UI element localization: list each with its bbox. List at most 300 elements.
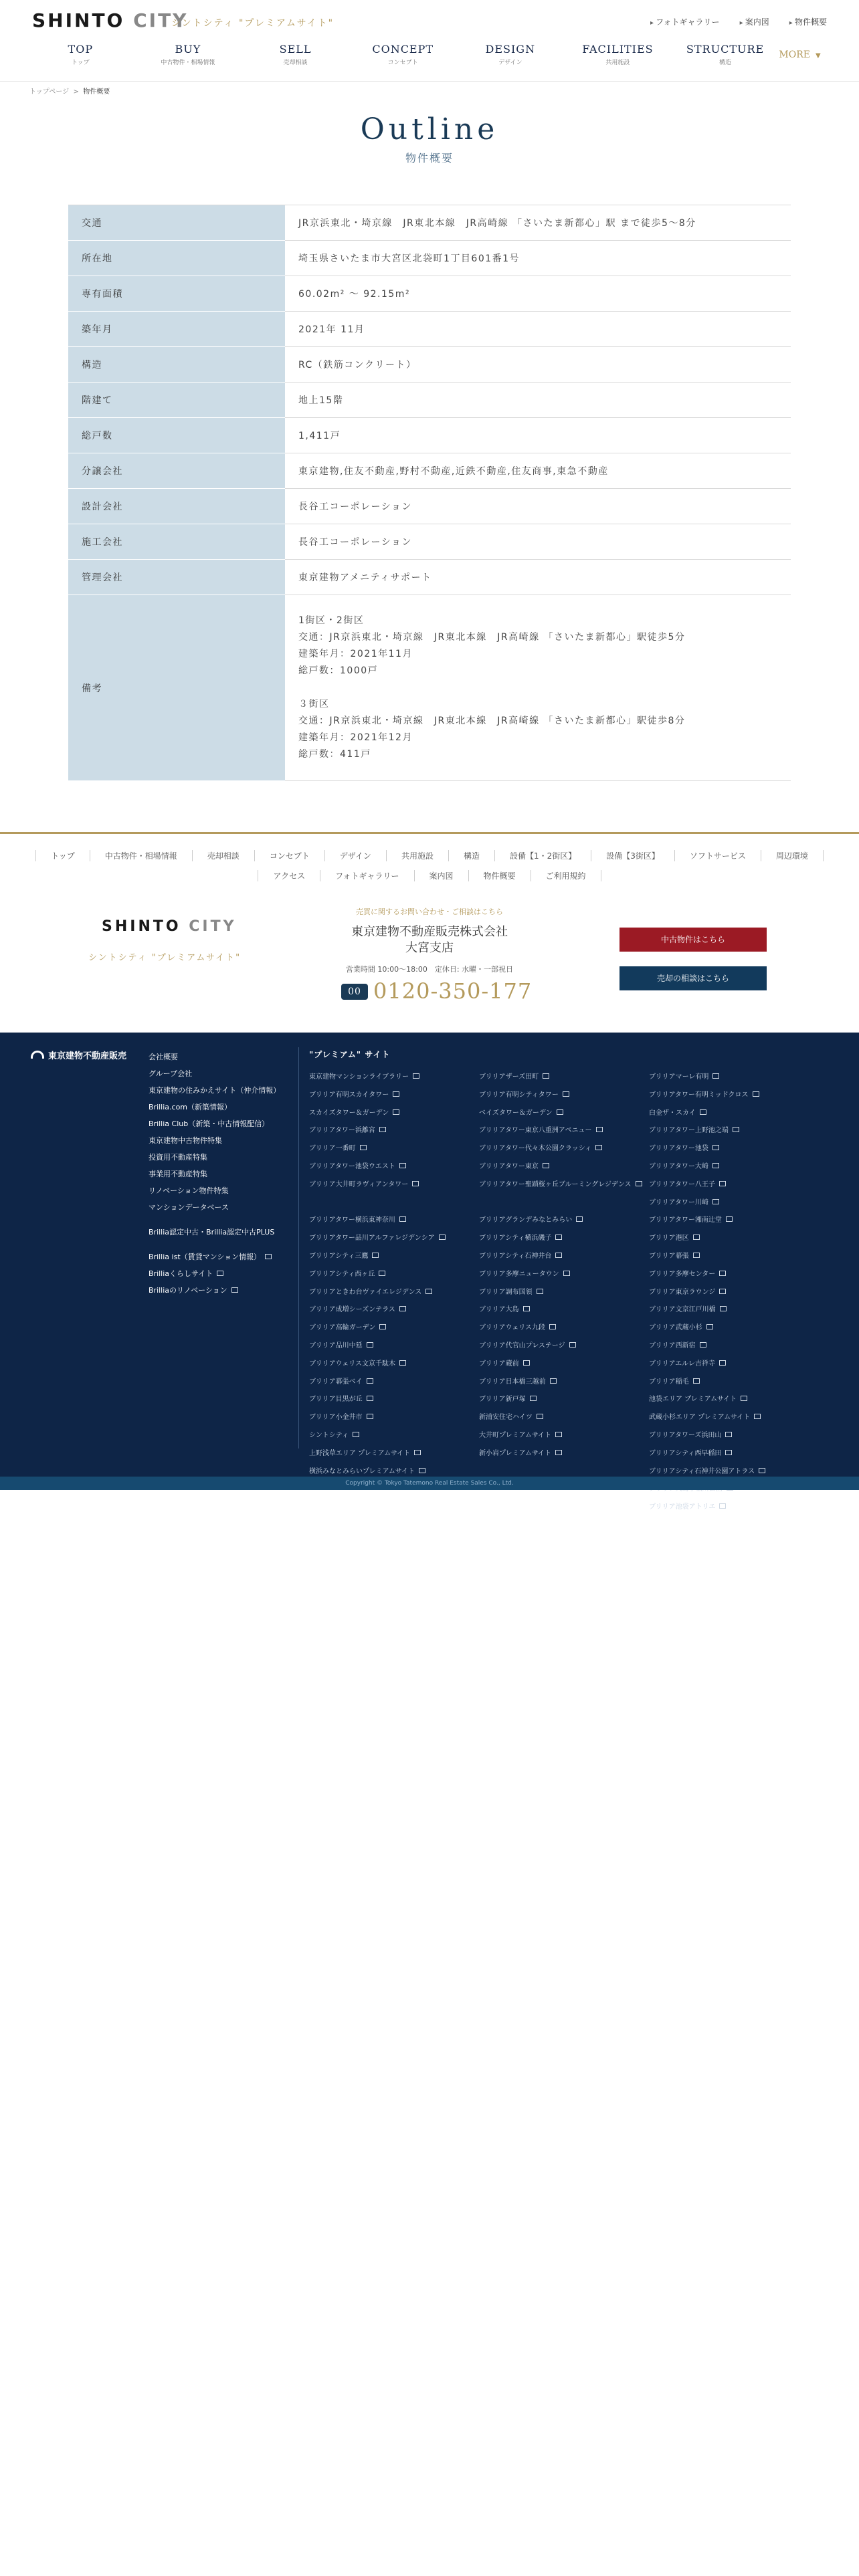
external-link-icon — [719, 1360, 726, 1366]
premium-site-link[interactable] — [479, 1140, 646, 1158]
external-link-icon — [414, 1450, 421, 1455]
premium-site-link[interactable] — [309, 1212, 446, 1230]
premium-site-label: ブリリア東京ラウンジ — [649, 1288, 716, 1296]
premium-site-label: ブリリアシティ石神井公園アトラス — [649, 1467, 755, 1475]
nav-sell-ja: 売却相談 — [283, 60, 308, 66]
corporate-links — [149, 1049, 280, 1299]
nav-design[interactable] — [457, 43, 565, 66]
corporate-link[interactable] — [149, 1049, 280, 1065]
outline-row — [68, 560, 791, 595]
contact-hours: 営業時間 10:00〜18:00 定休日: 水曜・一部祝日 — [345, 965, 514, 974]
premium-site-label: ブリリア蔵前 — [479, 1360, 519, 1368]
corporate-link-label: 投資用不動産特集 — [149, 1153, 207, 1162]
external-link-icon — [367, 1414, 373, 1419]
premium-site-link[interactable] — [309, 1301, 446, 1319]
breadcrumb-sep: > — [73, 88, 79, 96]
footer-nav-link[interactable]: ソフトサービス — [674, 850, 761, 861]
outline-row — [68, 418, 791, 453]
footer-nav-link[interactable]: 中古物件・相場情報 — [90, 850, 192, 861]
utility-links — [650, 16, 827, 27]
premium-site-link[interactable] — [649, 1301, 765, 1319]
premium-site-label: ブリリア多摩ニュータウン — [479, 1270, 559, 1278]
external-link-icon — [706, 1324, 713, 1329]
premium-site-link[interactable] — [309, 1140, 446, 1158]
premium-site-label: ブリリア小金井市 — [309, 1414, 363, 1422]
footer-nav-link[interactable]: トップ — [35, 850, 90, 861]
external-link-icon — [550, 1378, 557, 1384]
premium-site-link[interactable] — [649, 1087, 765, 1105]
breadcrumb-current: 物件概要 — [83, 88, 110, 96]
external-link-icon — [719, 1503, 726, 1509]
premium-site-label: ブリリアタワー品川アルファレジデンシア — [309, 1235, 435, 1243]
premium-site-link — [479, 1194, 646, 1212]
external-link-icon — [693, 1253, 700, 1258]
outline-row — [68, 347, 791, 383]
premium-site-link[interactable] — [309, 1176, 446, 1194]
outline-row — [68, 312, 791, 347]
external-link-icon — [360, 1145, 367, 1150]
corporate-link[interactable] — [149, 1115, 280, 1132]
breadcrumb-home[interactable]: トップページ — [29, 88, 70, 96]
footer-nav-link[interactable]: 共用施設 — [386, 850, 448, 861]
premium-site-label: ブリリアシティ西早稲田 — [649, 1449, 722, 1457]
outline-value: 長谷工コーポレーション — [285, 489, 791, 524]
outline-row — [68, 453, 791, 489]
outline-remarks — [285, 595, 791, 781]
premium-site-link[interactable] — [649, 1140, 765, 1158]
premium-site-link[interactable] — [479, 1122, 646, 1140]
premium-site-label: ブリリア新戸塚 — [479, 1396, 526, 1404]
premium-site-link[interactable] — [649, 1069, 765, 1087]
external-link-icon — [367, 1378, 373, 1384]
external-link-icon — [530, 1396, 537, 1401]
premium-site-link[interactable] — [649, 1158, 765, 1176]
premium-site-label: ブリリアウェリス九段 — [479, 1324, 545, 1332]
logo-main: SHINTO — [32, 9, 125, 31]
nav-facilities[interactable] — [564, 43, 672, 66]
external-link-icon — [555, 1253, 562, 1258]
corporate-link[interactable] — [149, 1065, 280, 1082]
premium-sites-title: "プレミアム" サイト — [309, 1050, 391, 1059]
global-nav — [27, 43, 830, 66]
premium-site-label: ブリリアタワー湘南辻堂 — [649, 1216, 722, 1224]
premium-site-link[interactable] — [649, 1230, 765, 1248]
footer-nav-link[interactable]: デザイン — [324, 850, 386, 861]
premium-site-link[interactable] — [649, 1105, 765, 1123]
premium-site-label: ブリリア有明シティタワー — [479, 1091, 559, 1099]
premium-site-link[interactable] — [649, 1356, 765, 1374]
premium-site-label: ブリリアタワー池袋ウエスト — [309, 1162, 395, 1170]
premium-site-label: ブリリア大島 — [479, 1306, 519, 1314]
corporate-link-label: グループ会社 — [149, 1069, 193, 1078]
premium-site-link[interactable] — [479, 1087, 646, 1105]
external-link-icon — [741, 1396, 747, 1401]
nav-sell-en: SELL — [279, 43, 312, 56]
premium-site-label: ブリリア高輪ガーデン — [309, 1324, 376, 1332]
external-link-icon — [399, 1216, 406, 1222]
premium-site-label: 新浦安住宅ハイツ — [479, 1414, 533, 1422]
site-tagline: シントシティ "プレミアムサイト" — [171, 18, 335, 29]
nav-facilities-en: FACILITIES — [582, 43, 654, 56]
premium-site-label: ブリリアときわ台ヴァイエレジデンス — [309, 1288, 422, 1296]
footer-nav-link[interactable]: 設備【3街区】 — [591, 850, 674, 861]
premium-site-link[interactable] — [479, 1105, 646, 1123]
corporate-link[interactable] — [149, 1182, 280, 1199]
premium-site-label: ブリリア日本橋三越前 — [479, 1378, 546, 1386]
premium-site-link[interactable] — [649, 1194, 765, 1212]
corporate-link-label: 東京建物中古物件特集 — [149, 1136, 222, 1145]
corporate-link[interactable] — [149, 1224, 280, 1241]
premium-site-link[interactable] — [649, 1248, 765, 1266]
free-dial-icon: 00 — [341, 984, 368, 1000]
util-link-outline[interactable]: ▸ 物件概要 — [789, 16, 827, 27]
premium-site-link[interactable] — [309, 1356, 446, 1374]
outline-value: JR京浜東北・埼京線 JR東北本線 JR高崎線 「さいたま新都心」駅 まで徒歩5〜8分 — [285, 205, 791, 241]
premium-site-link[interactable] — [479, 1409, 646, 1427]
premium-site-link[interactable] — [649, 1284, 765, 1302]
external-link-icon — [379, 1324, 386, 1329]
outline-label: 専有面積 — [68, 276, 285, 312]
external-link-icon — [733, 1127, 739, 1132]
nav-concept[interactable] — [349, 43, 457, 66]
premium-site-link[interactable] — [479, 1427, 646, 1445]
corporate-link-label: 会社概要 — [149, 1053, 178, 1061]
footer-nav-link[interactable]: 案内図 — [414, 870, 468, 881]
footer-nav-link[interactable]: 周辺環境 — [761, 850, 824, 861]
site-logo[interactable] — [32, 9, 188, 31]
nav-buy[interactable] — [134, 43, 242, 66]
corporate-link[interactable] — [149, 1132, 280, 1149]
premium-site-label: ブリリアタワー大崎 — [649, 1162, 708, 1170]
external-link-icon — [693, 1378, 700, 1384]
corporate-link-label: 東京建物の住みかえサイト（仲介情報） — [149, 1086, 281, 1095]
contact-note: 売買に関するお問い合わせ・ご相談はこちら — [356, 907, 503, 916]
premium-site-link[interactable] — [479, 1356, 646, 1374]
corporate-name: 東京建物不動産販売 — [48, 1051, 127, 1061]
premium-site-link[interactable] — [309, 1391, 446, 1409]
premium-site-link[interactable] — [649, 1176, 765, 1194]
remarks-spacer — [298, 679, 791, 696]
external-link-icon — [712, 1073, 719, 1079]
premium-site-label: ブリリア成増シーズンテラス — [309, 1306, 395, 1314]
premium-site-link[interactable] — [479, 1337, 646, 1356]
nav-top-ja: トップ — [71, 60, 90, 66]
premium-site-link[interactable] — [649, 1445, 765, 1463]
nav-sell[interactable] — [242, 43, 349, 66]
premium-site-label: ブリリア有明スカイタワー — [309, 1091, 389, 1099]
footer-nav-link[interactable]: コンセプト — [254, 850, 324, 861]
outline-value: 60.02m² 〜 92.15m² — [285, 276, 791, 312]
nav-structure-ja: 構造 — [719, 60, 732, 66]
premium-site-link[interactable] — [649, 1391, 765, 1409]
premium-site-link[interactable] — [309, 1427, 446, 1445]
premium-site-link[interactable] — [649, 1122, 765, 1140]
external-link-icon — [726, 1216, 733, 1222]
premium-site-label: ブリリア文京江戸川橋 — [649, 1306, 716, 1314]
premium-site-label: スカイズタワー＆ガーデン — [309, 1109, 389, 1117]
page-title: Outline — [360, 112, 499, 146]
premium-site-link[interactable] — [479, 1374, 646, 1392]
premium-site-label: ブリリア稲毛 — [649, 1378, 689, 1386]
external-link-icon — [265, 1254, 272, 1259]
premium-site-label: ブリリアザーズ田町 — [479, 1073, 539, 1081]
outline-label: 分譲会社 — [68, 453, 285, 489]
premium-site-link[interactable] — [309, 1337, 446, 1356]
external-link-icon — [720, 1306, 727, 1311]
external-link-icon — [555, 1432, 562, 1437]
nav-more[interactable] — [779, 43, 830, 66]
premium-site-label: ブリリアタワー有明ミッドクロス — [649, 1091, 749, 1099]
outline-value: 2021年 11月 — [285, 312, 791, 347]
external-link-icon — [557, 1109, 563, 1115]
premium-site-link[interactable] — [479, 1319, 646, 1337]
premium-site-label: ブリリアタワー上野池之端 — [649, 1127, 729, 1135]
util-link-map[interactable]: ▸ 案内図 — [740, 16, 769, 27]
remarks-line: 交通：JR京浜東北・埼京線 JR東北本線 JR高崎線 「さいたま新都心」駅徒歩5分 — [298, 632, 686, 643]
nav-design-ja: デザイン — [498, 60, 522, 66]
premium-site-link[interactable] — [309, 1409, 446, 1427]
external-link-icon — [231, 1287, 238, 1293]
corporate-link[interactable] — [149, 1199, 280, 1216]
nav-buy-ja: 中古物件・相場情報 — [161, 60, 215, 66]
external-link-icon — [759, 1468, 765, 1473]
corporate-link-label: Brilliaのリノベーション — [149, 1286, 227, 1295]
contact-branch: 大宮支店 — [405, 941, 454, 955]
premium-site-label: ブリリアマーレ有明 — [649, 1073, 709, 1081]
copyright: Copyright © Tokyo Tatemono Real Estate Sales Co., Ltd. — [0, 1477, 859, 1490]
footer-nav-link[interactable]: 設備【1・2街区】 — [494, 850, 591, 861]
footer-nav-row1 — [0, 850, 859, 861]
footer-nav-link[interactable]: フォトギャラリー — [320, 870, 413, 881]
external-link-icon — [563, 1091, 569, 1097]
footer-nav-link[interactable]: 売却相談 — [192, 850, 254, 861]
premium-site-label: 大井町プレミアムサイト — [479, 1431, 551, 1439]
premium-site-link[interactable] — [309, 1248, 446, 1266]
corporate-link[interactable] — [149, 1249, 280, 1265]
corporate-mark-icon — [31, 1051, 44, 1059]
premium-site-link[interactable] — [479, 1284, 646, 1302]
outline-row — [68, 241, 791, 276]
outline-label: 所在地 — [68, 241, 285, 276]
outline-value: 東京建物,住友不動産,野村不動産,近鉄不動産,住友商事,東急不動産 — [285, 453, 791, 489]
external-link-icon — [523, 1360, 530, 1366]
premium-site-label: 白金ザ・スカイ — [649, 1109, 696, 1117]
outline-label: 設計会社 — [68, 489, 285, 524]
premium-site-label: 上野浅草エリア プレミアムサイト — [309, 1449, 411, 1457]
external-link-icon — [543, 1073, 549, 1079]
outline-value: 地上15階 — [285, 383, 791, 418]
premium-site-link[interactable] — [309, 1105, 446, 1123]
corporate-link[interactable] — [149, 1166, 280, 1182]
premium-site-label: ブリリア武蔵小杉 — [649, 1324, 702, 1332]
outline-row — [68, 524, 791, 560]
premium-site-link[interactable] — [479, 1230, 646, 1248]
remarks-line: 総戸数：1000戸 — [298, 665, 379, 676]
premium-site-link[interactable] — [309, 1122, 446, 1140]
corporate-link-label: Brillia認定中古・Brillia認定中古PLUS — [149, 1228, 275, 1237]
premium-site-link[interactable] — [649, 1212, 765, 1230]
premium-site-label: 東京建物マンションライブラリー — [309, 1073, 409, 1081]
corporate-link[interactable] — [149, 1082, 280, 1099]
premium-site-link — [309, 1194, 446, 1212]
remarks-line: 1街区・2街区 — [298, 615, 365, 626]
external-link-icon — [719, 1289, 726, 1294]
premium-site-link[interactable] — [479, 1445, 646, 1463]
premium-site-label: ブリリア大井町ラヴィアンタワー — [309, 1180, 409, 1188]
premium-site-link[interactable] — [649, 1319, 765, 1337]
corporate-link[interactable] — [149, 1265, 280, 1282]
external-link-icon — [353, 1432, 359, 1437]
footer-nav-link[interactable]: アクセス — [258, 870, 320, 881]
nav-top[interactable] — [27, 43, 134, 66]
logo-city: CITY — [133, 9, 189, 31]
premium-site-link[interactable] — [479, 1069, 646, 1087]
corporate-logo[interactable] — [31, 1049, 126, 1061]
corporate-link[interactable] — [149, 1099, 280, 1115]
footer-nav-link[interactable]: 物件概要 — [468, 870, 531, 881]
premium-site-label: ブリリアシティ三鷹 — [309, 1252, 369, 1260]
premium-site-link[interactable] — [309, 1374, 446, 1392]
external-link-icon — [372, 1253, 379, 1258]
outline-label: 構造 — [68, 347, 285, 383]
footer-tagline: シントシティ "プレミアムサイト" — [88, 953, 242, 963]
chevron-down-icon: ▼ — [815, 52, 821, 60]
premium-site-link[interactable] — [309, 1158, 446, 1176]
corporate-link-label: リノベーション物件特集 — [149, 1186, 229, 1195]
premium-site-link[interactable] — [309, 1266, 446, 1284]
external-link-icon — [569, 1342, 576, 1348]
external-link-icon — [412, 1181, 419, 1186]
premium-site-link[interactable] — [309, 1319, 446, 1337]
external-link-icon — [425, 1289, 432, 1294]
nav-structure-en: STRUCTURE — [686, 43, 765, 56]
external-link-icon — [700, 1342, 706, 1348]
premium-site-link[interactable] — [649, 1374, 765, 1392]
premium-site-link[interactable] — [309, 1087, 446, 1105]
contact-company: 東京建物不動産販売株式会社 — [351, 925, 508, 939]
external-link-icon — [367, 1396, 373, 1401]
remarks-line: ３街区 — [298, 699, 330, 710]
external-link-icon — [379, 1271, 385, 1276]
premium-site-link[interactable] — [309, 1284, 446, 1302]
premium-site-label: 池袋エリア プレミアムサイト — [649, 1396, 737, 1404]
premium-site-link[interactable] — [479, 1176, 646, 1194]
premium-site-link[interactable] — [309, 1230, 446, 1248]
corporate-link-label: Brillia Club（新築・中古情報配信） — [149, 1119, 270, 1128]
premium-site-label: 武蔵小杉エリア プレミアムサイト — [649, 1414, 751, 1422]
premium-site-label: ブリリアタワー代々木公園クラッシィ — [479, 1145, 592, 1153]
premium-site-link[interactable] — [649, 1427, 765, 1445]
external-link-icon — [563, 1271, 570, 1276]
premium-site-label: ブリリア港区 — [649, 1235, 689, 1243]
premium-site-link[interactable] — [309, 1445, 446, 1463]
premium-site-label: ブリリア多摩センター — [649, 1270, 716, 1278]
external-link-icon — [413, 1073, 419, 1079]
footer-logo-city: CITY — [189, 918, 237, 935]
nav-structure[interactable] — [672, 43, 779, 66]
external-link-icon — [543, 1163, 549, 1168]
outline-label: 階建て — [68, 383, 285, 418]
outline-label: 管理会社 — [68, 560, 285, 595]
external-link-icon — [712, 1163, 719, 1168]
external-link-icon — [712, 1199, 719, 1204]
nav-concept-ja: コンセプト — [387, 60, 418, 66]
premium-site-label: ブリリアタワー川崎 — [649, 1198, 708, 1206]
sell-consult-button[interactable]: 売却の相談はこちら — [619, 966, 767, 990]
outline-value: 1,411戸 — [285, 418, 791, 453]
external-link-icon — [596, 1127, 603, 1132]
footer-divider — [298, 1047, 299, 1448]
premium-site-label: シントシティ — [309, 1431, 349, 1439]
external-link-icon — [549, 1324, 556, 1329]
remarks-line: 建築年月：2021年11月 — [298, 649, 413, 659]
external-link-icon — [595, 1145, 602, 1150]
external-link-icon — [379, 1127, 386, 1132]
premium-site-link[interactable] — [479, 1301, 646, 1319]
spacer — [149, 1216, 280, 1224]
premium-site-link[interactable] — [649, 1266, 765, 1284]
nav-top-en: TOP — [68, 43, 94, 56]
premium-site-label: ブリリア目黒が丘 — [309, 1396, 363, 1404]
used-property-button[interactable]: 中古物件はこちら — [619, 928, 767, 952]
premium-site-link[interactable] — [479, 1212, 646, 1230]
premium-site-label: ブリリアシティ西ヶ丘 — [309, 1270, 375, 1278]
external-link-icon — [439, 1235, 446, 1240]
outline-label: 総戸数 — [68, 418, 285, 453]
premium-site-link[interactable] — [479, 1266, 646, 1284]
premium-site-link[interactable] — [649, 1409, 765, 1427]
premium-site-label: ブリリアタワー横浜東神奈川 — [309, 1216, 395, 1224]
corporate-link[interactable] — [149, 1149, 280, 1166]
footer-nav-link[interactable]: ご利用規約 — [531, 870, 601, 881]
premium-site-label: ブリリア調布国領 — [479, 1288, 533, 1296]
premium-site-link[interactable] — [649, 1337, 765, 1356]
external-link-icon — [712, 1145, 719, 1150]
premium-site-link[interactable] — [649, 1499, 765, 1517]
external-link-icon — [753, 1091, 759, 1097]
premium-site-link[interactable] — [479, 1391, 646, 1409]
util-link-photo[interactable]: ▸ フォトギャラリー — [650, 16, 720, 27]
contact-phone[interactable] — [341, 978, 532, 1004]
nav-buy-en: BUY — [175, 43, 201, 56]
premium-site-label: ブリリアタワー浜離宮 — [309, 1127, 375, 1135]
external-link-icon — [700, 1109, 706, 1115]
premium-site-label: ブリリアタワーズ浜田山 — [649, 1431, 722, 1439]
external-link-icon — [693, 1235, 700, 1240]
site-header — [0, 0, 859, 82]
premium-site-label: ベイズタワー＆ガーデン — [479, 1109, 553, 1117]
premium-site-label: ブリリアタワー八王子 — [649, 1180, 715, 1188]
premium-site-label: ブリリア幕張ベイ — [309, 1378, 363, 1386]
corporate-link-label: Brilliaくらしサイト — [149, 1269, 213, 1278]
footer-nav-link[interactable]: 構造 — [448, 850, 494, 861]
corporate-link-label: Brillia ist（賃貸マンション情報） — [149, 1253, 262, 1261]
corporate-link[interactable] — [149, 1282, 280, 1299]
premium-site-link[interactable] — [479, 1248, 646, 1266]
outline-body — [68, 205, 791, 781]
premium-site-label: ブリリア品川中延 — [309, 1341, 363, 1350]
external-link-icon — [217, 1271, 223, 1276]
outline-label: 交通 — [68, 205, 285, 241]
footer-nav-row2 — [0, 870, 859, 881]
external-link-icon — [523, 1306, 530, 1311]
external-link-icon — [636, 1181, 642, 1186]
premium-site-link[interactable] — [309, 1069, 446, 1087]
premium-site-label: ブリリアタワー聖蹟桜ヶ丘ブルーミングレジデンス — [479, 1180, 632, 1188]
premium-site-link[interactable] — [479, 1158, 646, 1176]
external-link-icon — [399, 1163, 406, 1168]
outline-row-remarks — [68, 595, 791, 781]
